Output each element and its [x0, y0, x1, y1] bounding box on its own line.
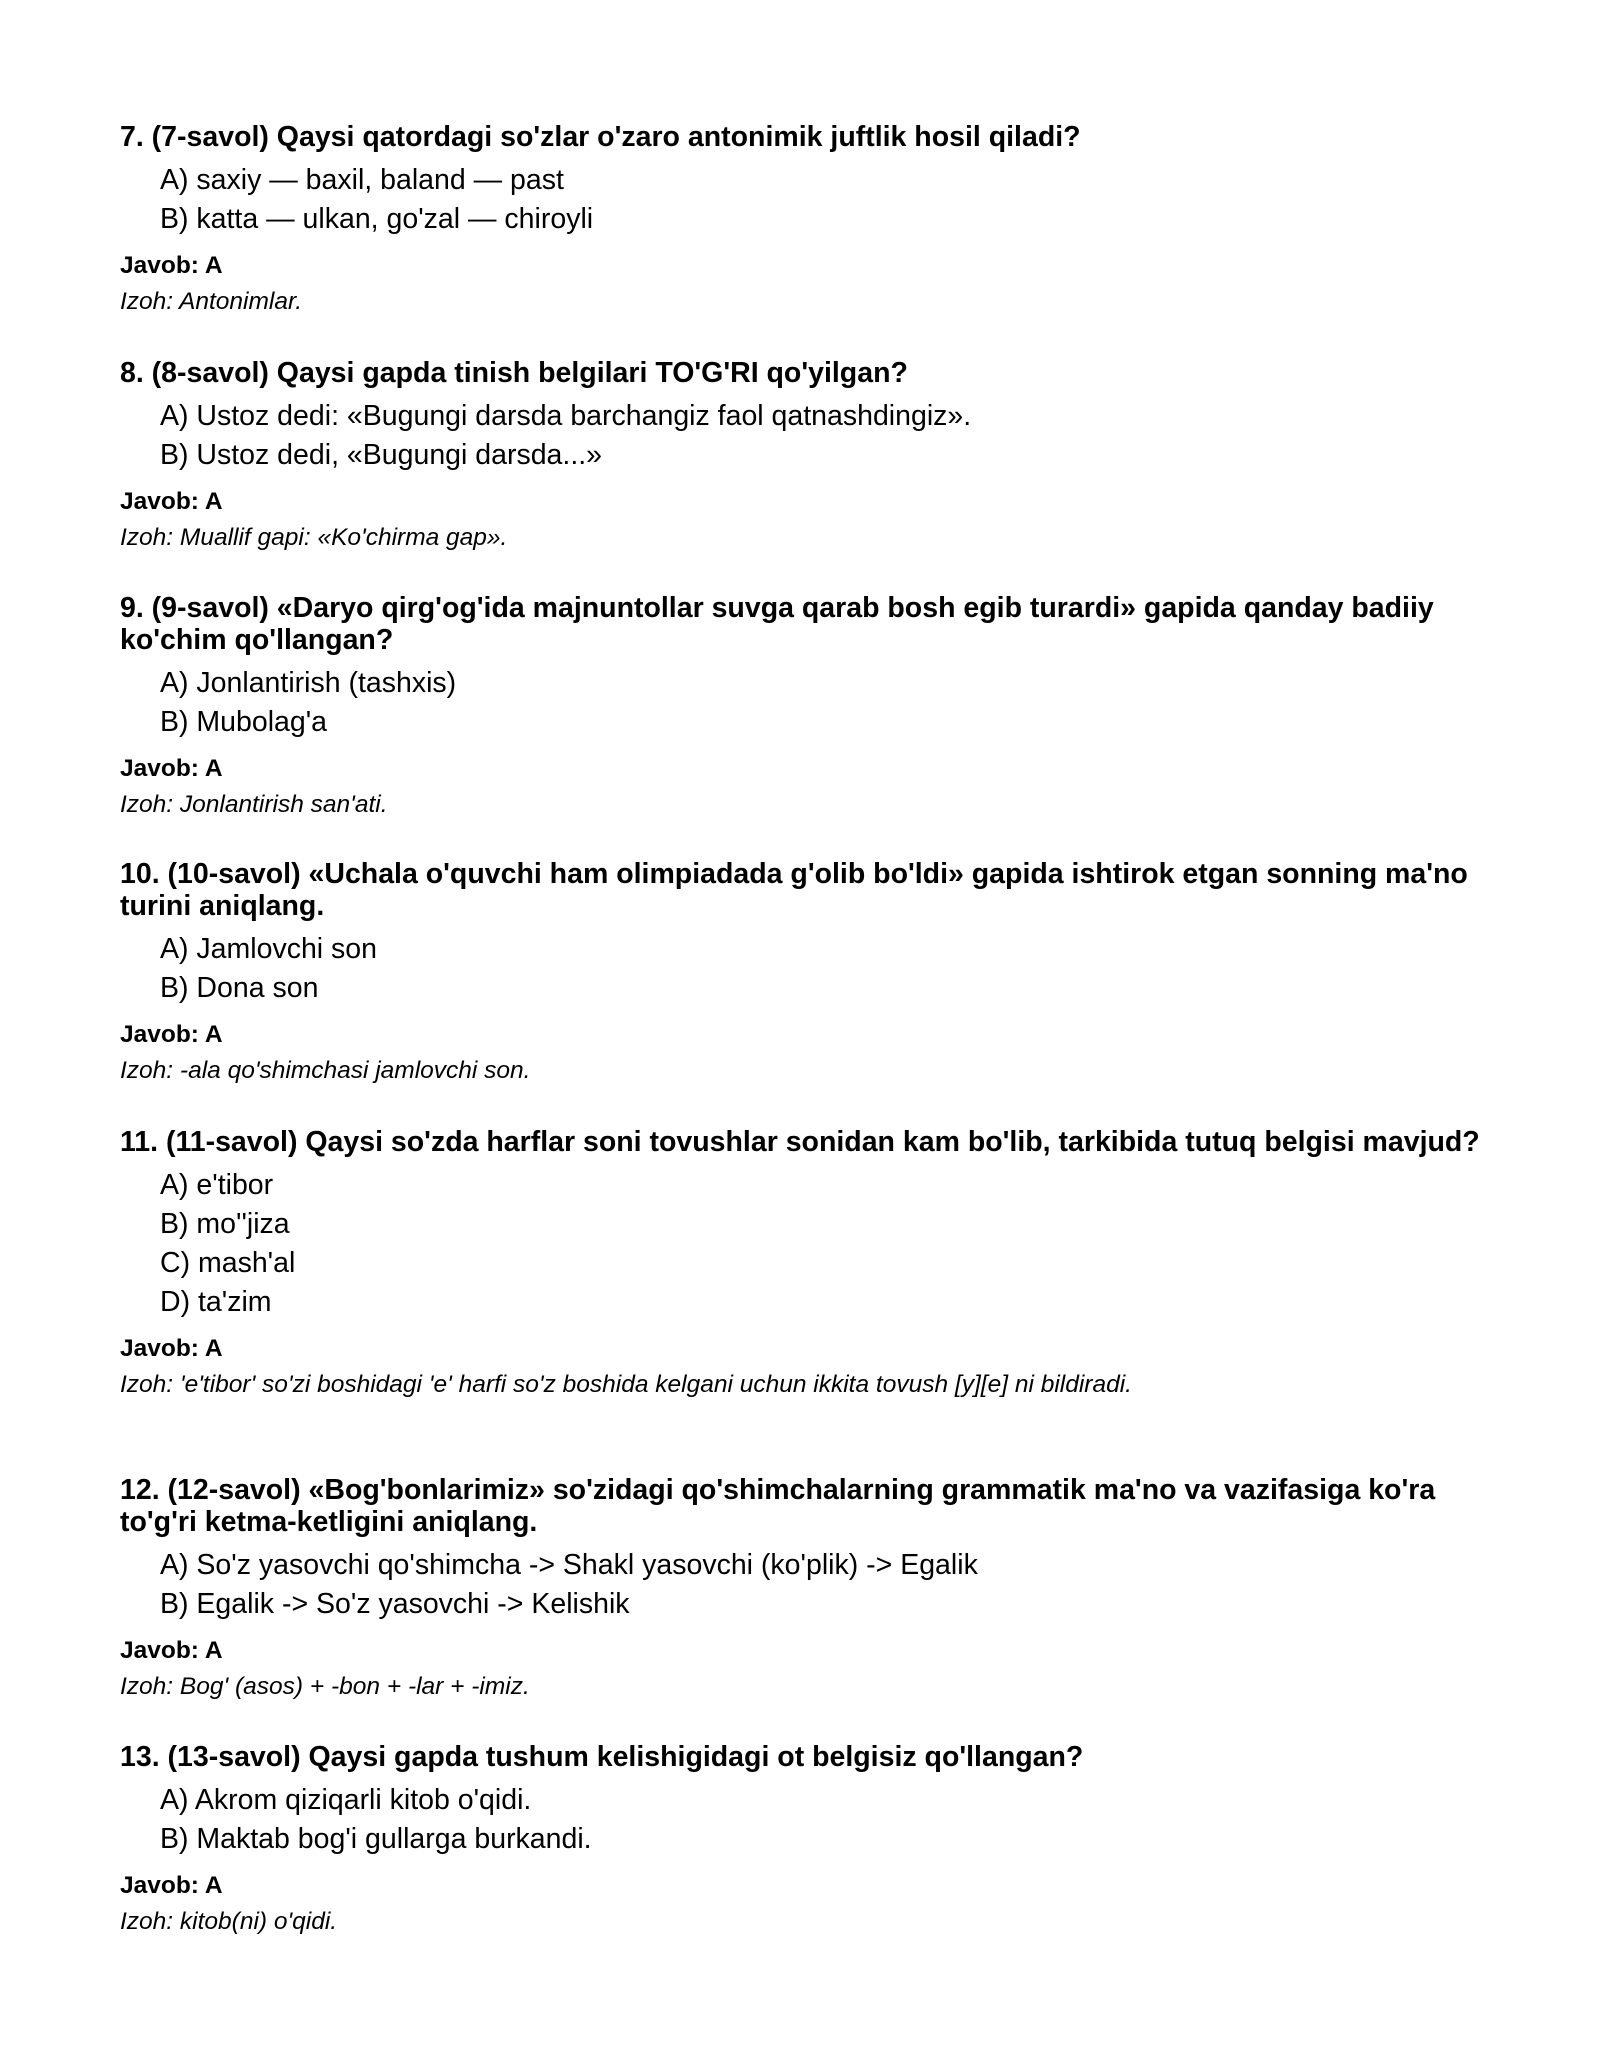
answer-options	[120, 1546, 1500, 1624]
question-title: 11. (11-savol) Qaysi so'zda harflar soni tovushlar sonidan kam bo'lib, tarkibida tutuq belgisi mavjud?	[120, 1126, 1480, 1158]
explanation-note: Izoh: Jonlantirish san'ati.	[120, 791, 388, 818]
correct-answer: Javob: A	[120, 1335, 223, 1362]
answer-options	[120, 161, 1500, 239]
explanation-note: Izoh: 'e'tibor' so'zi boshidagi 'e' harfi so'z boshida kelgani uchun ikkita tovush [y][e] ni bildiradi.	[120, 1371, 1132, 1398]
question-block	[120, 1741, 1500, 1936]
answer-option: A) e'tibor	[160, 1169, 274, 1201]
answer-option: B) Mubolag'a	[160, 706, 328, 738]
answer-option: A) So'z yasovchi qo'shimcha -> Shakl yasovchi (ko'plik) -> Egalik	[160, 1549, 978, 1581]
question-title: 13. (13-savol) Qaysi gapda tushum kelishigidagi ot belgisiz qo'llangan?	[120, 1741, 1084, 1773]
correct-answer: Javob: A	[120, 1637, 223, 1664]
answer-option: C) mash'al	[160, 1247, 296, 1279]
answer-option: A) Akrom qiziqarli kitob o'qidi.	[160, 1784, 532, 1816]
answer-option: A) saxiy — baxil, baland — past	[160, 164, 564, 196]
question-title: 10. (10-savol) «Uchala o'quvchi ham olimpiadada g'olib bo'ldi» gapida ishtirok etgan sonning ma'no turini aniqlang.	[120, 858, 1468, 922]
answer-option: B) mo''jiza	[160, 1208, 290, 1240]
question-title: 9. (9-savol) «Daryo qirg'og'ida majnuntollar suvga qarab bosh egib turardi» gapida qanday badiiy ko'chim qo'llangan?	[120, 592, 1434, 656]
answer-options	[120, 664, 1500, 742]
answer-option: B) katta — ulkan, go'zal — chiroyli	[160, 203, 594, 235]
answer-option: B) Ustoz dedi, «Bugungi darsda...»	[160, 439, 603, 471]
answer-option: B) Egalik -> So'z yasovchi -> Kelishik	[160, 1588, 630, 1620]
question-block	[120, 357, 1500, 552]
answer-option: B) Dona son	[160, 972, 319, 1004]
question-title: 8. (8-savol) Qaysi gapda tinish belgilari TO'G'RI qo'yilgan?	[120, 357, 908, 389]
answer-option: D) ta'zim	[160, 1286, 272, 1318]
question-block	[120, 121, 1500, 316]
question-block	[120, 858, 1500, 1085]
question-title: 7. (7-savol) Qaysi qatordagi so'zlar o'zaro antonimik juftlik hosil qiladi?	[120, 121, 1081, 153]
correct-answer: Javob: A	[120, 755, 223, 782]
question-title: 12. (12-savol) «Bog'bonlarimiz» so'zidagi qo'shimchalarning grammatik ma'no va vazifasiga ko'ra to'g'ri ketma-ketligini aniqlang.	[120, 1474, 1436, 1538]
answer-options	[120, 397, 1500, 475]
correct-answer: Javob: A	[120, 1872, 223, 1899]
correct-answer: Javob: A	[120, 252, 223, 279]
answer-options	[120, 930, 1500, 1008]
answer-option: B) Maktab bog'i gullarga burkandi.	[160, 1823, 592, 1855]
question-block	[120, 1126, 1500, 1399]
answer-options	[120, 1781, 1500, 1859]
question-block	[120, 1474, 1500, 1701]
explanation-note: Izoh: Bog' (asos) + -bon + -lar + -imiz.	[120, 1673, 530, 1700]
answer-options	[120, 1166, 1500, 1322]
answer-option: A) Jamlovchi son	[160, 933, 377, 965]
answer-option: A) Ustoz dedi: «Bugungi darsda barchangiz faol qatnashdingiz».	[160, 400, 972, 432]
explanation-note: Izoh: Antonimlar.	[120, 288, 303, 315]
question-block	[120, 592, 1500, 819]
correct-answer: Javob: A	[120, 488, 223, 515]
explanation-note: Izoh: -ala qo'shimchasi jamlovchi son.	[120, 1057, 531, 1084]
explanation-note: Izoh: Muallif gapi: «Ko'chirma gap».	[120, 524, 508, 551]
correct-answer: Javob: A	[120, 1021, 223, 1048]
answer-option: A) Jonlantirish (tashxis)	[160, 667, 457, 699]
explanation-note: Izoh: kitob(ni) o'qidi.	[120, 1908, 338, 1935]
